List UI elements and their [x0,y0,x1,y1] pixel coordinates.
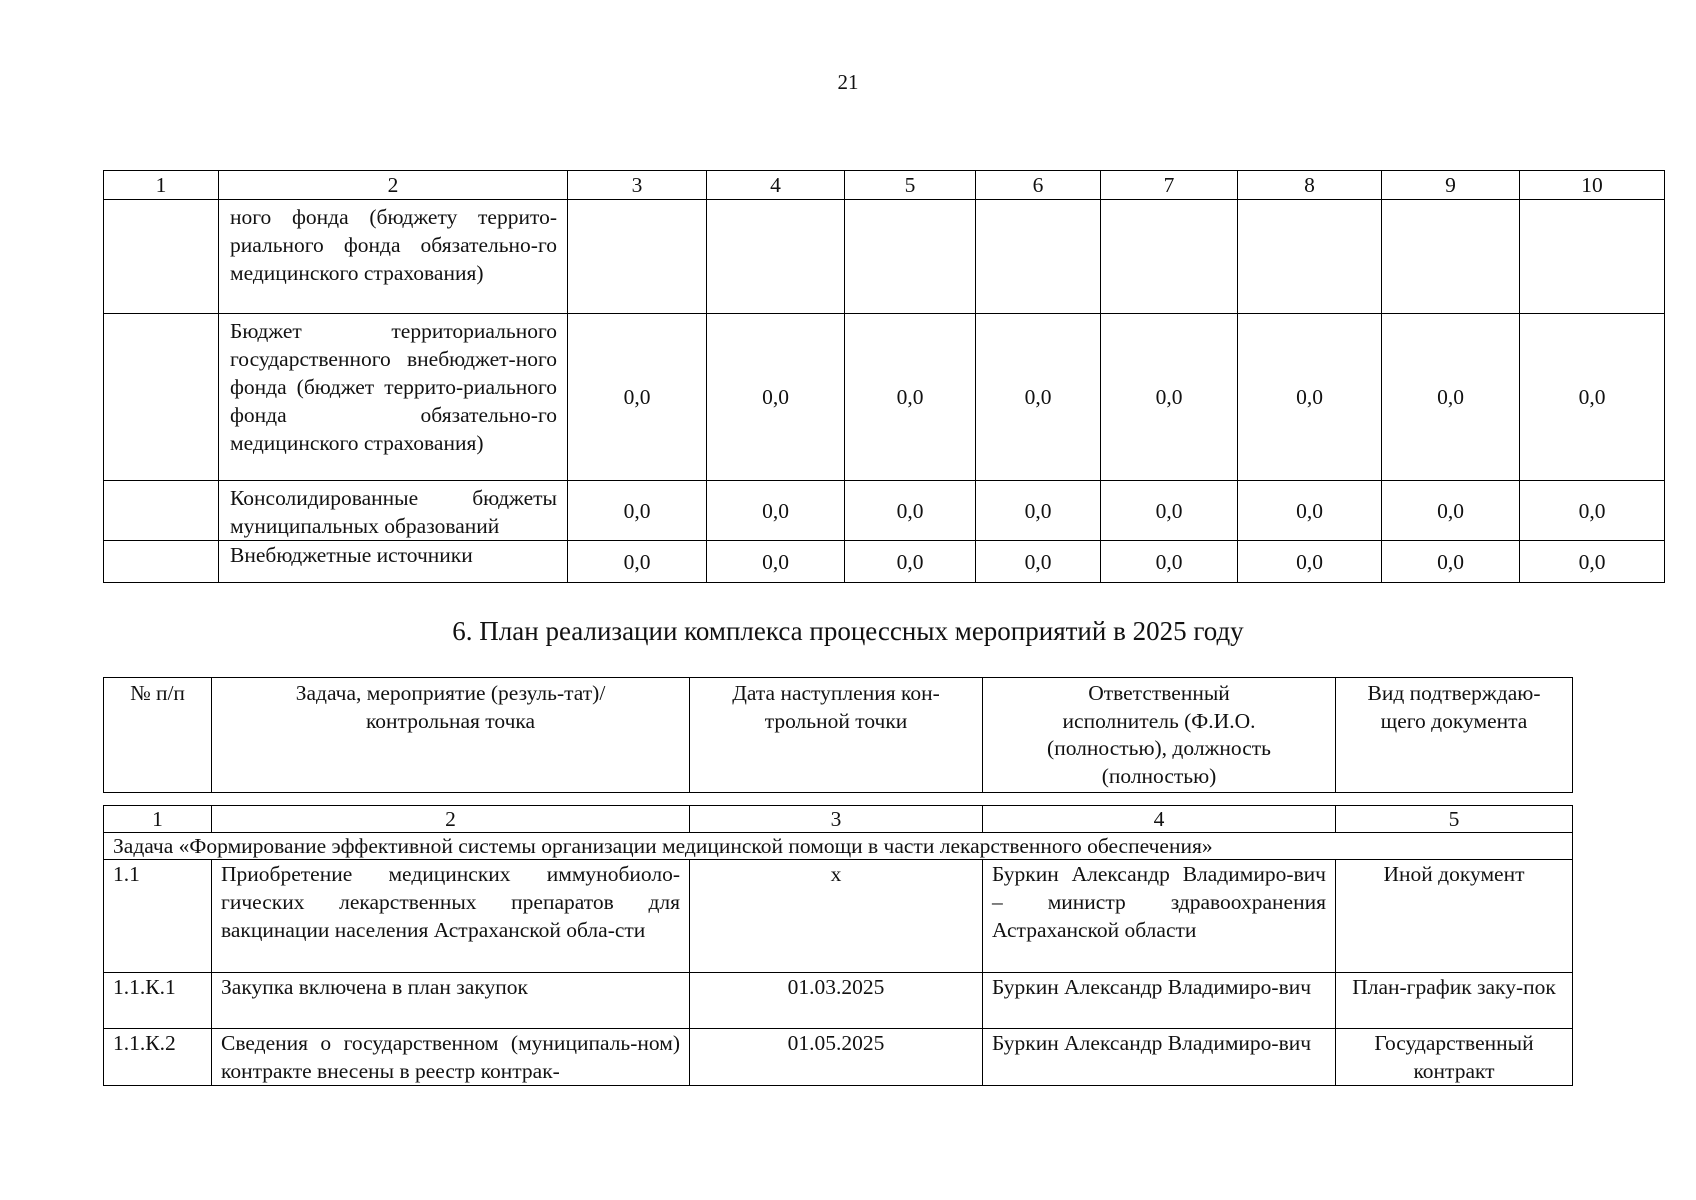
column-number: 5 [845,171,976,200]
page-number: 21 [837,70,859,94]
plan-header-table [103,677,1573,793]
responsible-person: Буркин Александр Владимиро-вич [983,973,1336,1029]
column-number: 3 [568,171,707,200]
column-number: 6 [976,171,1101,200]
column-number: 5 [1336,806,1573,833]
responsible-person: Буркин Александр Владимиро-вич – министр здравоохранения Астраханской области [983,860,1336,973]
amount-cell: 0,0 [1238,541,1382,583]
column-number: 1 [104,806,212,833]
table-row [104,200,1665,314]
column-number: 7 [1101,171,1238,200]
column-number: 4 [707,171,845,200]
section-title: 6. План реализации комплекса процессных мероприятий в 2025 году [452,616,1244,646]
column-number: 10 [1520,171,1665,200]
task-row [104,833,1573,860]
row-number: 1.1.К.1 [104,973,212,1029]
amount-cell: 0,0 [1382,314,1520,481]
column-number: 8 [1238,171,1382,200]
document-type: Государственный контракт [1336,1029,1573,1086]
amount-cell: 0,0 [1101,541,1238,583]
table-row [104,481,1665,541]
funding-source-name: Консолидированные бюджеты муниципальных образований [219,481,568,541]
amount-cell: 0,0 [1520,314,1665,481]
amount-cell: 0,0 [976,314,1101,481]
responsible-person: Буркин Александр Владимиро-вич [983,1029,1336,1086]
row-number: 1.1.К.2 [104,1029,212,1086]
column-header: Ответственный исполнитель (Ф.И.О. (полностью), должность (полностью) [983,678,1336,793]
activity-name: Приобретение медицинских иммунобиоло-гических лекарственных препаратов для вакцинации населения Астраханской обла-сти [212,860,690,973]
task-title: Задача «Формирование эффективной системы организации медицинской помощи в части лекарственного обеспечения» [104,833,1573,860]
amount-cell: 0,0 [1238,314,1382,481]
amount-cell: 0,0 [845,314,976,481]
amount-cell: 0,0 [1520,481,1665,541]
header-row [104,678,1573,793]
column-header: Вид подтверждаю-щего документа [1336,678,1573,793]
amount-cell: 0,0 [707,314,845,481]
document-type: План-график заку-пок [1336,973,1573,1029]
row-number: 1.1 [104,860,212,973]
control-date: 01.03.2025 [690,973,983,1029]
table-row [104,973,1573,1029]
amount-cell: 0,0 [1101,314,1238,481]
column-number-row [104,171,1665,200]
plan-table [103,805,1573,1086]
column-header: № п/п [104,678,212,793]
activity-name: Сведения о государственном (муниципаль-ном) контракте внесены в реестр контрак- [212,1029,690,1086]
amount-cell: 0,0 [1238,481,1382,541]
funding-source-name: ного фонда (бюджету террито-риального фонда обязательно-го медицинского страхования) [219,200,568,314]
amount-cell: 0,0 [707,541,845,583]
table-row [104,541,1665,583]
amount-cell: 0,0 [1520,541,1665,583]
column-number: 2 [219,171,568,200]
column-number: 4 [983,806,1336,833]
control-date: 01.05.2025 [690,1029,983,1086]
document-type: Иной документ [1336,860,1573,973]
column-number: 9 [1382,171,1520,200]
column-number-row [104,806,1573,833]
amount-cell: 0,0 [1382,541,1520,583]
funding-table [103,170,1665,583]
funding-source-name: Внебюджетные источники [219,541,568,583]
column-number: 1 [104,171,219,200]
column-number: 2 [212,806,690,833]
table-row [104,860,1573,973]
amount-cell: 0,0 [707,481,845,541]
amount-cell: 0,0 [976,541,1101,583]
activity-name: Закупка включена в план закупок [212,973,690,1029]
column-header: Дата наступления кон-трольной точки [690,678,983,793]
amount-cell: 0,0 [1382,481,1520,541]
funding-source-name: Бюджет территориального государственного внебюджет-ного фонда (бюджет террито-риального фонда обязательно-го медицинского страхования) [219,314,568,481]
amount-cell: 0,0 [1101,481,1238,541]
amount-cell: 0,0 [568,481,707,541]
control-date: х [690,860,983,973]
column-number: 3 [690,806,983,833]
amount-cell: 0,0 [845,481,976,541]
table-row [104,314,1665,481]
amount-cell: 0,0 [568,314,707,481]
table-row [104,1029,1573,1086]
amount-cell: 0,0 [976,481,1101,541]
amount-cell: 0,0 [845,541,976,583]
column-header: Задача, мероприятие (резуль-тат)/контрольная точка [212,678,690,793]
amount-cell: 0,0 [568,541,707,583]
